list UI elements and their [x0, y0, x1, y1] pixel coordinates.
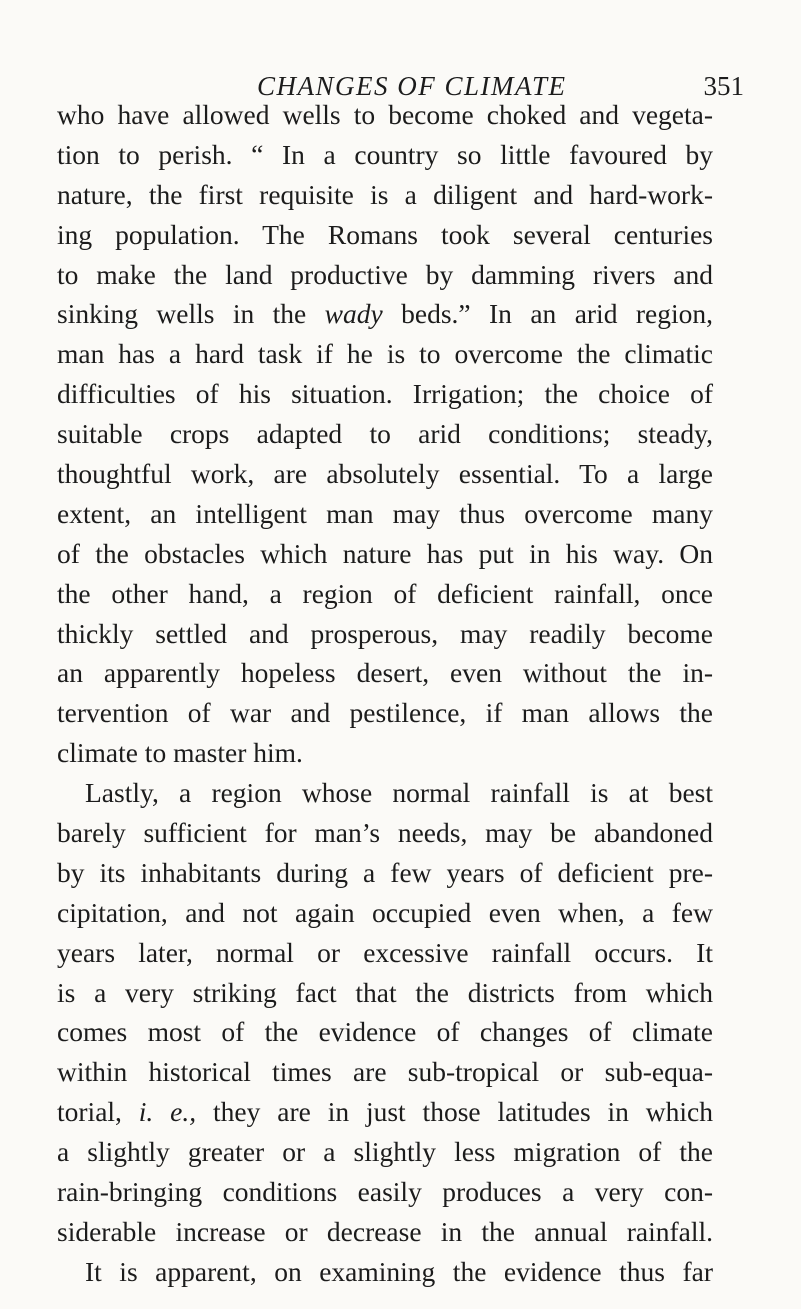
page-number: 351	[703, 71, 744, 101]
text-line: thoughtful work, are absolutely essential. To a large	[57, 458, 713, 490]
text-line: tion to perish. “ In a country so little favoured by	[57, 138, 713, 170]
text-line: cipitation, and not again occupied even when, a few	[57, 896, 713, 928]
text-line: rain-bringing conditions easily produces a very con-	[57, 1176, 713, 1208]
text-line: within historical times are sub-tropical or sub-equa-	[57, 1056, 713, 1088]
text-line: barely sufficient for man’s needs, may be abandoned	[57, 817, 713, 849]
text-line: an apparently hopeless desert, even without the in-	[57, 657, 713, 689]
text-line: extent, an intelligent man may thus overcome many	[57, 497, 713, 529]
running-title: CHANGES OF CLIMATE	[257, 71, 567, 101]
text-line: by its inhabitants during a few years of deficient pre-	[57, 856, 713, 888]
text-line: sinking wells in the wady beds.” In an arid region,	[57, 298, 713, 330]
italic-term: i. e.,	[138, 1096, 197, 1128]
text-line: to make the land productive by damming rivers and	[57, 258, 713, 290]
text-line: comes most of the evidence of changes of climate	[57, 1016, 713, 1048]
text-line: who have allowed wells to become choked and vegeta-	[57, 99, 713, 130]
text-line: Lastly, a region whose normal rainfall is at best	[85, 777, 713, 809]
text-line: siderable increase or decrease in the annual rainfall.	[57, 1215, 713, 1247]
text-line: torial, i. e., they are in just those latitudes in which	[57, 1096, 714, 1128]
text-line: nature, the first requisite is a diligent and hard-work-	[57, 178, 713, 210]
text-line: suitable crops adapted to arid conditions; steady,	[57, 418, 713, 450]
italic-term: wady	[324, 298, 383, 330]
text-line: difficulties of his situation. Irrigation; the choice of	[57, 378, 713, 410]
text-line: of the obstacles which nature has put in his way. On	[57, 537, 713, 569]
text-line: the other hand, a region of deficient rainfall, once	[57, 577, 713, 609]
text-line: ing population. The Romans took several centuries	[57, 218, 713, 250]
text-line: years later, normal or excessive rainfall occurs. It	[57, 936, 713, 968]
text-line: a slightly greater or a slightly less migration of the	[57, 1136, 713, 1168]
text-line: thickly settled and prosperous, may readily become	[57, 617, 713, 649]
text-line: is a very striking fact that the districts from which	[57, 976, 713, 1008]
text-line: man has a hard task if he is to overcome the climatic	[57, 338, 713, 370]
text-line: It is apparent, on examining the evidence thus far	[85, 1255, 713, 1287]
text-line: climate to master him.	[57, 737, 303, 769]
body-text	[57, 95, 713, 1292]
text-line: tervention of war and pestilence, if man allows the	[57, 697, 713, 729]
